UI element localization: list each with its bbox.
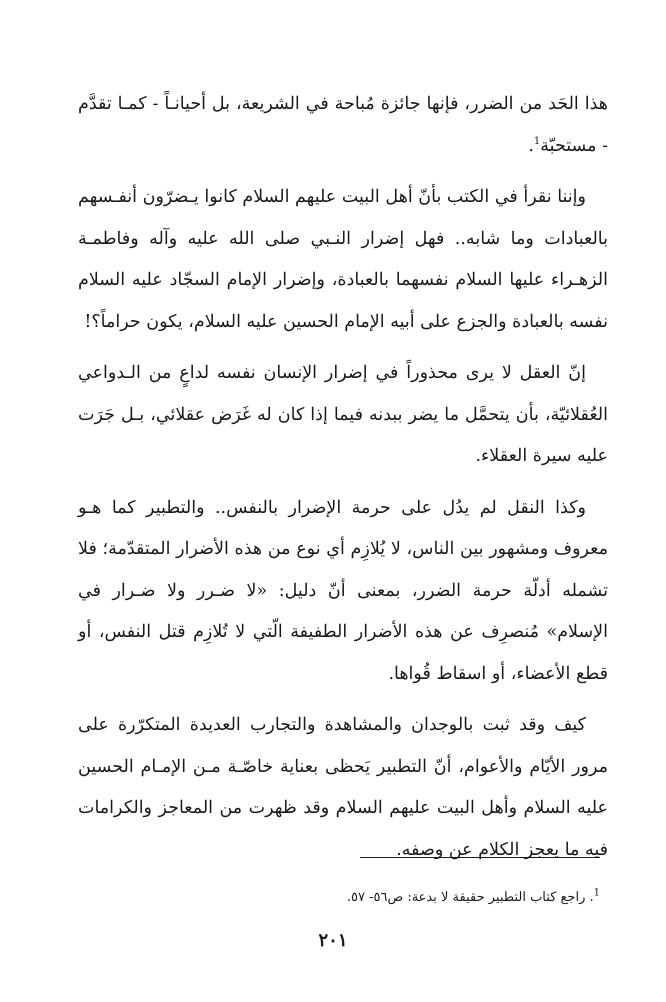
footnote-reference[interactable]: 1: [533, 135, 541, 147]
paragraph-4: وكذا النقل لم يدُل على حرمة الإضرار بالنفس.. والتطبير كما هـو معروف ومشهور بين الناس، لا يُلازِم أي نوع من هذه الأضرار المتقدّمة؛ فلا تشمله أدلّة حرمة الضرر، بمعنى أنّ دليل: «لا ضـرر ولا ضـرار في الإسلام» مُنصرِف عن هذه الأضرار الطفيفة الّتي لا تُلازِم قتل النفس، أو قطع الأعضاء، أو اسقاط قُواها.: [78, 497, 608, 684]
paragraph-1-text: هذا الحَد من الضرر، فإنها جائزة مُباحة في الشريعة، بل أحيانـاً - كمـا تقدَّم - مستحبّة: [78, 94, 608, 156]
footnote-text: . راجع كتاب التطبير حقيقة لا بدعة: ص٥٦- ٥٧.: [346, 890, 594, 905]
paragraph-3: إنّ العقل لا يرى محذوراً في إضرار الإنسان نفسه لداعٍ من الـدواعي العُقلائيّة، بأن يتحمَّل ما يضر ببدنه فيما إذا كان له غَرَض عقلائي، بـل جَرَت عليه سيرة العقلاء.: [78, 363, 608, 466]
footnote-number: 1: [593, 887, 600, 899]
page-number: ٢٠١: [318, 930, 348, 951]
page-body: [78, 84, 608, 871]
footnote-divider: [360, 857, 600, 858]
paragraph-5: كيف وقد ثبت بالوجدان والمشاهدة والتجارب العديدة المتكرّرة على مرور الأيّام والأعوام، أنّ التطبير يَحظى بعناية خاصّـة مـن الإمـام الحسين عليه السلام وأهل البيت عليهم السلام وقد ظهرت من المعاجز والكرامات فيه ما يعجز الكلام عن وصفه.: [78, 715, 608, 860]
footnote: [290, 888, 600, 908]
paragraph-2: وإننا نقرأ في الكتب بأنّ أهل البيت عليهم السلام كانوا يـضرّون أنفـسهم بالعبادات وما شابه.. فهل إضرار النـبي صلى الله عليه وآله وفاطمـة الزهـراء عليها السلام نفسهما بالعبادة، وإضرار الإمام السجّاد عليه السلام نفسه بالعبادة والجزع على أبيه الإمام الحسين عليه السلام، يكون حراماً؟!: [78, 187, 608, 332]
paragraph-1: هذا الحَد من الضرر، فإنها جائزة مُباحة في الشريعة، بل أحيانـاً - كمـا تقدَّم - مستحبّة$^1$.: [78, 94, 608, 156]
